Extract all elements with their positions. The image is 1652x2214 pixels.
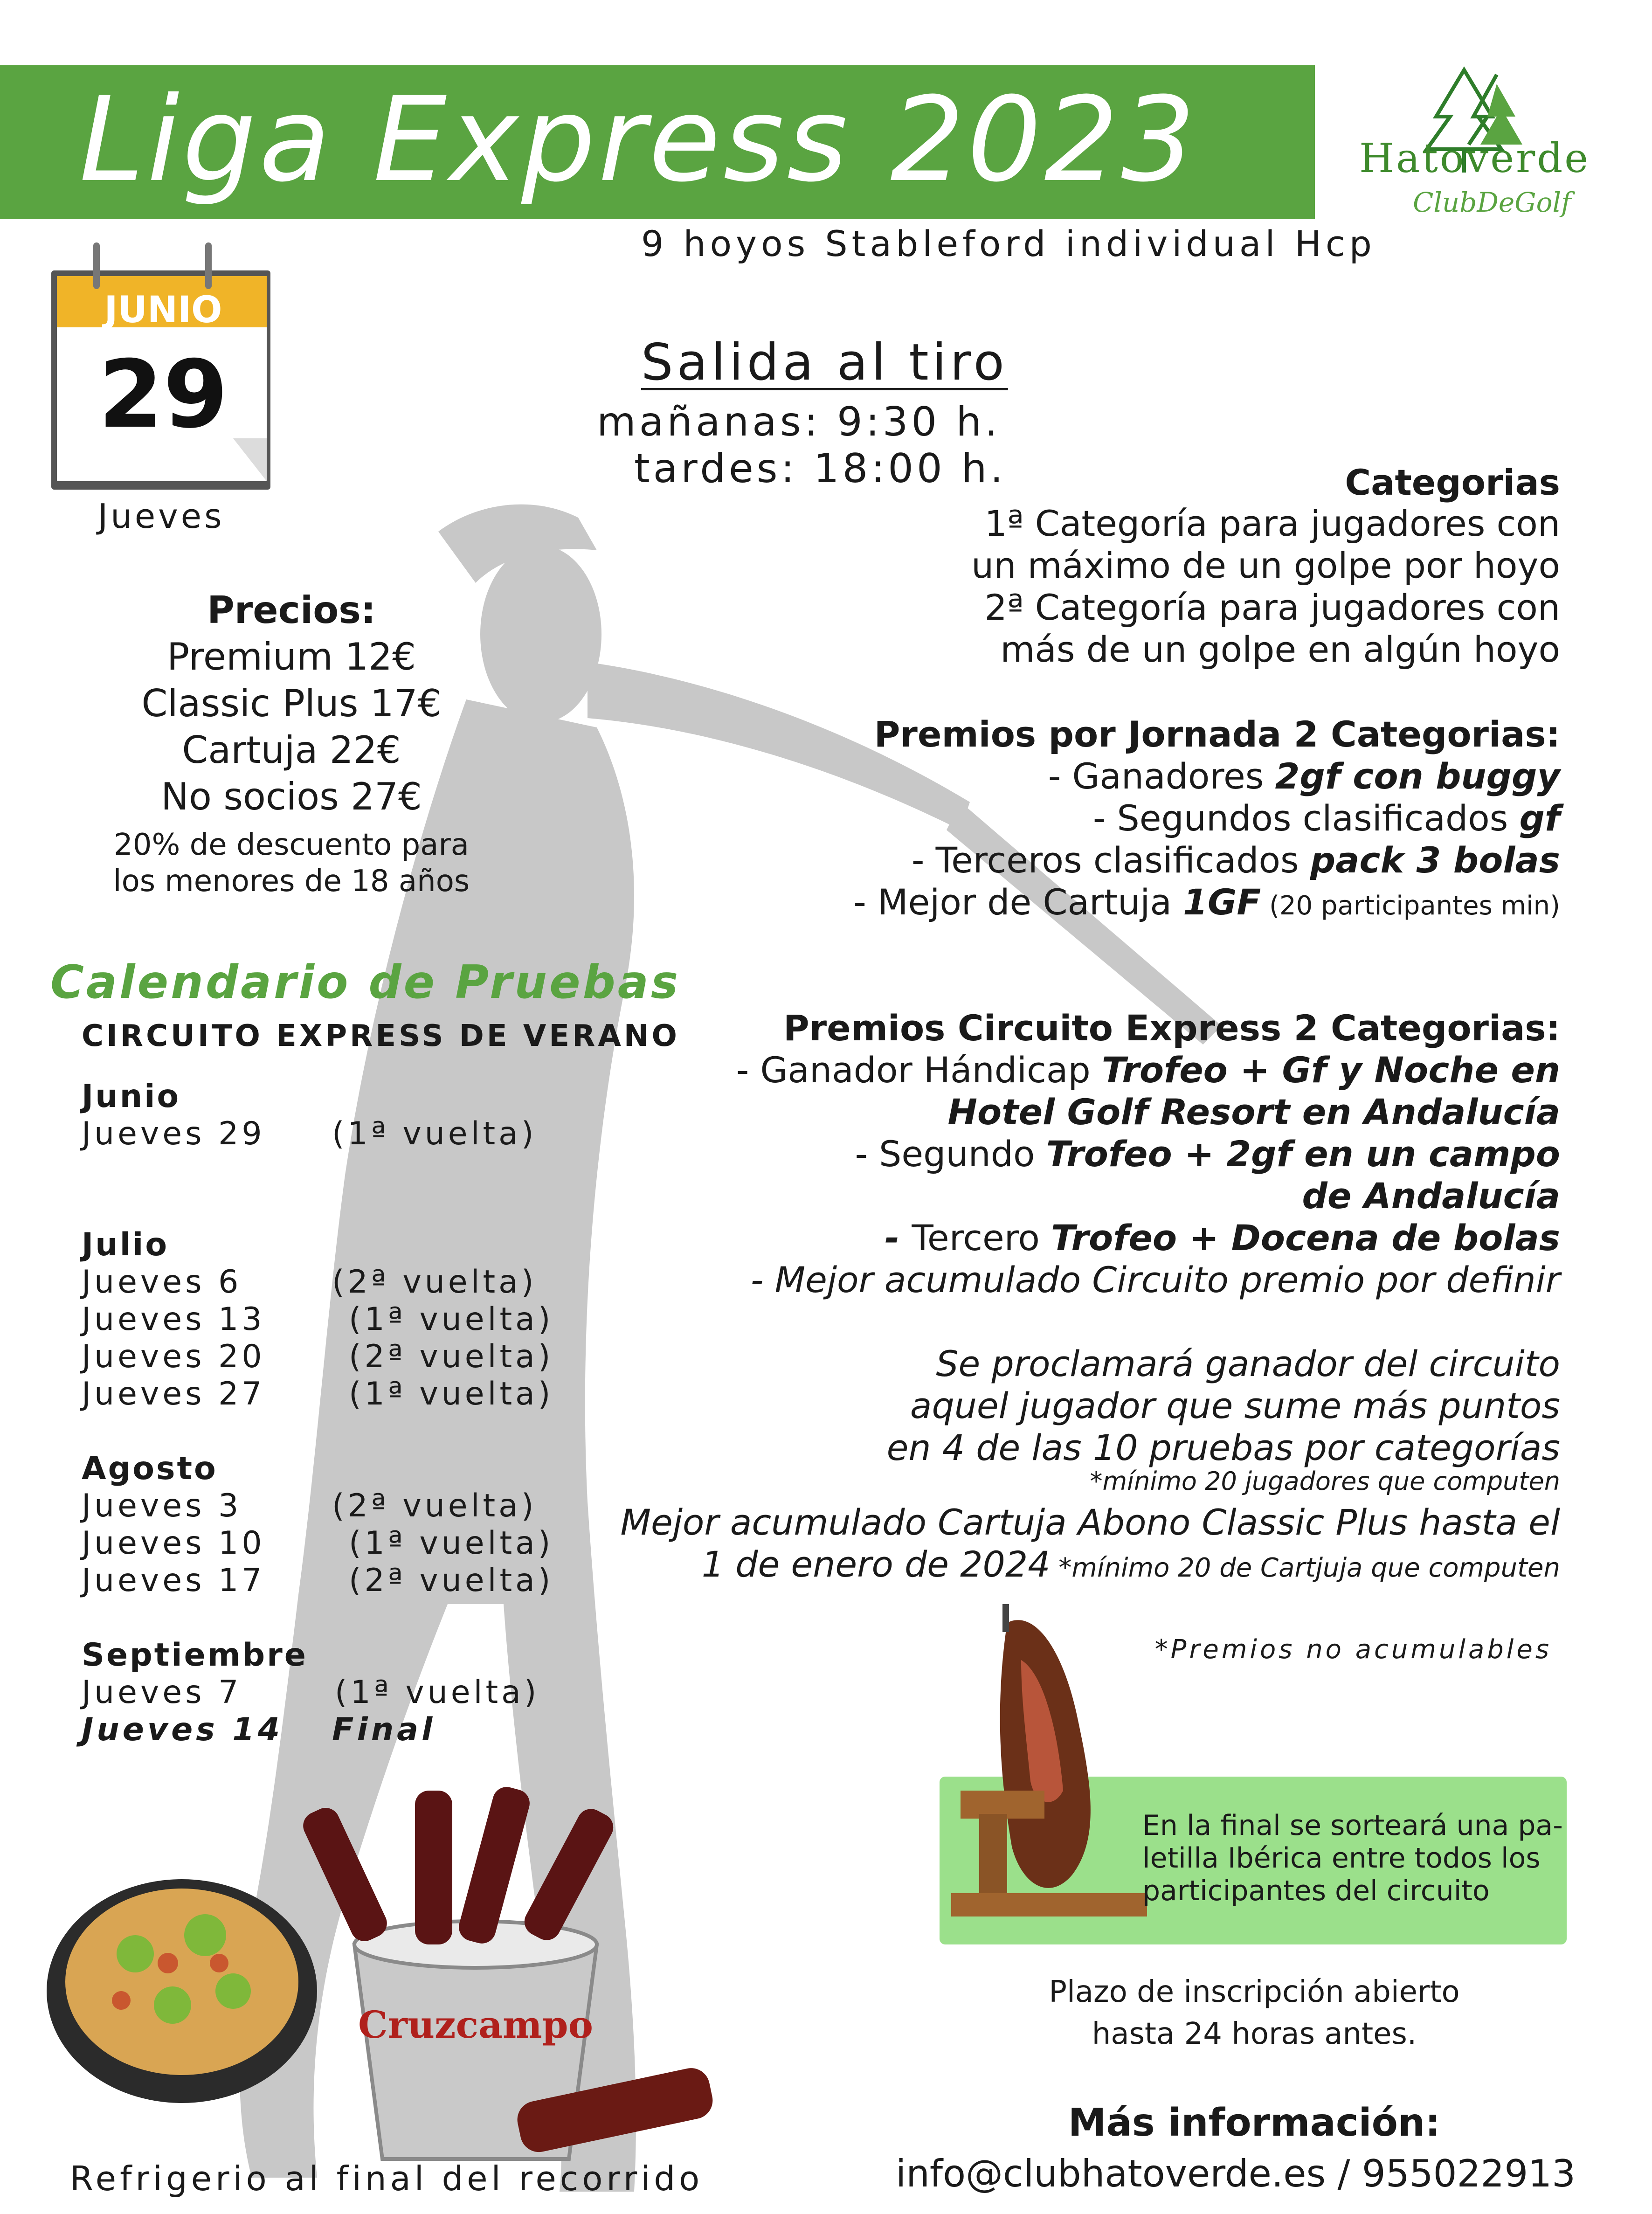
price-item: Cartuja 22€	[182, 728, 401, 772]
page-subtitle: 9 hoyos Stableford individual Hcp	[641, 223, 1376, 264]
premios-jornada-title: Premios por Jornada 2 Categorias:	[874, 713, 1560, 755]
refrigerio-caption: Refrigerio al final del recorrido	[70, 2159, 704, 2198]
schedule-day: Jueves 6	[82, 1264, 242, 1301]
schedule-round: (1ª vuelta)	[332, 1115, 537, 1152]
schedule-round: (1ª vuelta)	[349, 1301, 554, 1338]
inscripcion-line: Plazo de inscripción abierto	[1049, 1975, 1460, 2009]
calendar-day: 29	[98, 340, 228, 449]
no-acumulables-note: *Premios no acumulables	[1154, 1634, 1552, 1665]
proclamacion-line: aquel jugador que sume más puntos	[910, 1385, 1560, 1426]
schedule-day: Jueves 27	[82, 1376, 265, 1412]
categories-title: Categorias	[1345, 462, 1560, 503]
schedule-day: Jueves 3	[82, 1488, 242, 1524]
proclamacion-line: en 4 de las 10 pruebas por categorías	[886, 1427, 1560, 1468]
schedule-round: (2ª vuelta)	[332, 1488, 537, 1524]
logo-subtitle: ClubDeGolf	[1413, 187, 1571, 218]
price-item: Premium 12€	[166, 635, 416, 678]
premio-jornada-item: - Terceros clasificados pack 3 bolas	[912, 839, 1560, 881]
contact-line[interactable]: info@clubhatoverde.es / 955022913	[895, 2152, 1576, 2195]
proclamacion-line: Mejor acumulado Cartuja Abono Classic Plus hasta el	[620, 1501, 1560, 1543]
proclamacion-note: *mínimo 20 jugadores que computen	[1090, 1467, 1560, 1496]
category-line: 2ª Categoría para jugadores con	[984, 587, 1560, 628]
schedule-round: (2ª vuelta)	[349, 1562, 554, 1599]
premio-circuito-item: - Ganador Hándicap Trofeo + Gf y Noche en	[736, 1049, 1560, 1091]
calendario-title: Calendario de Pruebas	[50, 956, 681, 1009]
logo-name: Hatoverde	[1359, 135, 1590, 182]
schedule-round: (1ª vuelta)	[349, 1525, 554, 1562]
premio-jornada-item: - Mejor de Cartuja 1GF (20 participantes min)	[853, 881, 1560, 923]
salida-tardes: tardes: 18:00 h.	[634, 445, 1006, 492]
page-title: Liga Express 2023	[79, 72, 1198, 208]
month-label: Junio	[82, 1078, 181, 1115]
premio-jornada-item: - Segundos clasificados gf	[1092, 797, 1560, 839]
month-label: Julio	[82, 1226, 169, 1263]
contact-title: Más información:	[1068, 2101, 1441, 2145]
premio-circuito-item: - Tercero Trofeo + Docena de bolas	[885, 1217, 1560, 1259]
schedule-round: (2ª vuelta)	[332, 1264, 537, 1301]
schedule-round: Final	[332, 1711, 436, 1748]
premio-circuito-item: de Andalucía	[1302, 1175, 1560, 1217]
proclamacion-line: 1 de enero de 2024 *mínimo 20 de Cartjuja que computen	[701, 1543, 1560, 1585]
schedule-day: Jueves 10	[82, 1525, 265, 1562]
food-and-beer-illustration	[28, 1786, 727, 2182]
schedule-day: Jueves 29	[82, 1115, 265, 1152]
schedule-round: (1ª vuelta)	[349, 1376, 554, 1412]
schedule-day: Jueves 17	[82, 1562, 265, 1599]
prices-title: Precios:	[207, 588, 376, 632]
schedule-round: (1ª vuelta)	[335, 1674, 540, 1711]
schedule-day: Jueves 7	[82, 1674, 242, 1711]
schedule-day: Jueves 13	[82, 1301, 265, 1338]
salida-title: Salida al tiro	[641, 333, 1008, 392]
schedule-day: Jueves 14	[82, 1711, 283, 1748]
bucket-brand: Cruzcampo	[358, 2003, 593, 2047]
category-line: más de un golpe en algún hoyo	[1000, 629, 1560, 670]
month-label: Agosto	[82, 1450, 218, 1487]
sorteo-line: letilla Ibérica entre todos los	[1142, 1842, 1541, 1875]
premio-circuito-item: - Mejor acumulado Circuito premio por definir	[750, 1259, 1560, 1301]
calendar-weekday: Jueves	[98, 497, 225, 536]
premio-jornada-item: - Ganadores 2gf con buggy	[1048, 755, 1560, 797]
price-item: No socios 27€	[161, 775, 422, 818]
price-item: Classic Plus 17€	[141, 682, 442, 725]
schedule-round: (2ª vuelta)	[349, 1338, 554, 1375]
schedule-day: Jueves 20	[82, 1338, 265, 1375]
calendar-month: JUNIO	[104, 289, 222, 331]
category-line: 1ª Categoría para jugadores con	[984, 503, 1560, 544]
sorteo-line: En la final se sorteará una pa-	[1142, 1809, 1563, 1842]
proclamacion-line: Se proclamará ganador del circuito	[936, 1343, 1560, 1384]
discount-note: 20% de descuento para	[114, 828, 469, 862]
premios-circuito-title: Premios Circuito Express 2 Categorias:	[783, 1007, 1560, 1049]
premio-circuito-item: - Segundo Trofeo + 2gf en un campo	[855, 1133, 1560, 1175]
salida-mananas: mañanas: 9:30 h.	[597, 399, 1001, 445]
discount-note: los menores de 18 años	[113, 864, 470, 899]
circuito-subtitle: CIRCUITO EXPRESS DE VERANO	[82, 1019, 680, 1053]
month-label: Septiembre	[82, 1637, 308, 1674]
ham-icon	[951, 1595, 1147, 1921]
category-line: un máximo de un golpe por hoyo	[971, 545, 1560, 586]
premio-circuito-item: Hotel Golf Resort en Andalucía	[947, 1091, 1560, 1133]
inscripcion-line: hasta 24 horas antes.	[1092, 2017, 1417, 2051]
sorteo-line: participantes del circuito	[1142, 1875, 1490, 1907]
